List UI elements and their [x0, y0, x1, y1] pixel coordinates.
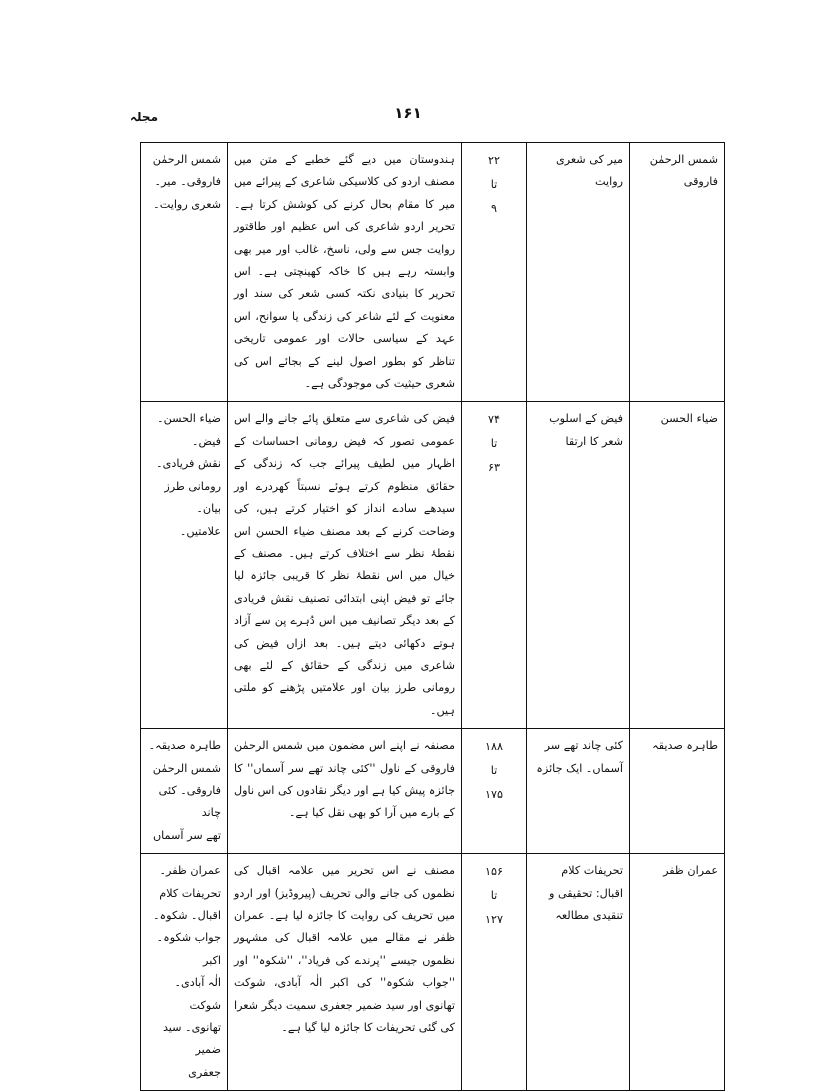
keywords-cell	[141, 402, 228, 729]
author-cell: عمران ظفر	[630, 854, 725, 1091]
keyword: فاروقی۔ میر۔	[154, 175, 221, 189]
summary-cell: ہندوستان میں دیے گئے خطبے کے متن میں مصنف اردو کی کلاسیکی شاعری کے پیرائے میں میر کا مقام بحال کرنے کی کوشش کرتا ہے۔ تحریر اردو شاعری کی اس عظیم اور طاقتور روایت جس سے ولی، ناسخ، غالب اور میر بھی وابستہ رہے ہیں کا خاکہ کھینچتی ہے۔ اس تحریر کا بنیادی نکتہ کسی شعر کی سند اور معنویت کے لئے شاعر کی زندگی یا سوانح، اس عہد کے سیاسی حالات اور عمومی تاریخی تناظر کو بطور اصول لینے کے بجائے اس کی شعری حیثیت کی موجودگی ہے۔	[228, 143, 462, 402]
keyword: فیض۔	[192, 434, 221, 448]
keyword: جواب شکوہ۔ اکبر	[156, 931, 221, 967]
keyword: اقبال۔ شکوہ۔	[153, 909, 221, 922]
keyword: تھانوی۔ سید ضمیر	[162, 1021, 221, 1057]
page-range-part: ۱۲۷	[484, 913, 504, 927]
keywords-cell	[141, 143, 228, 402]
author-cell: شمس الرحمٰن فاروقی	[630, 143, 725, 402]
keywords-cell	[141, 729, 228, 854]
table-body	[141, 143, 725, 1091]
keyword: شعری روایت۔	[153, 197, 221, 211]
keyword: علامتیں۔	[179, 524, 221, 538]
summary-cell: فیض کی شاعری سے متعلق پائے جانے والے اس عمومی تصور کہ فیض رومانی احساسات کے اظہار میں لطیف پیرائے جب کہ زندگی کے حقائق منظوم کرتے ہوئے نسبتاً کھردرے اور سیدھے سادے انداز کو اختیار کرتے ہیں، کی وضاحت کرنے کے بعد مصنف ضیاء الحسن اس نقطۂ نظر سے اختلاف کرتے ہیں۔ مصنف کے خیال میں اس نقطۂ نظر کا قریبی جائزہ لیا جائے تو فیض اپنی ابتدائی تصنیف نقش فریادی کے بعد دیگر تصانیف میں اس دُہرے پن سے آزاد ہوتے دکھائی دیتے ہیں۔ بعد ازاں فیض کی شاعری میں زندگی کے حقائق کے لئے بھی رومانی طرز بیان اور علامتیں پڑھنے کو ملتی ہیں۔	[228, 402, 462, 729]
summary-cell: مصنفہ نے اپنے اس مضمون میں شمس الرحمٰن فاروقی کے ناول ''کئی چاند تھے سر آسماں'' کا جائزہ پیش کیا ہے اور دیگر نقادوں کی اس ناول کے بارے میں آرا کو بھی نقل کیا ہے۔	[228, 729, 462, 854]
page-range-part: ۹	[490, 202, 497, 215]
article-title-cell: تحریفات کلام اقبال: تحقیقی و تنقیدی مطالعہ	[527, 854, 630, 1091]
page-range-part: تا	[490, 889, 498, 903]
running-head: مجلہ	[130, 110, 159, 124]
summary-cell: مصنف نے اس تحریر میں علامہ اقبال کی نظموں کی جانے والی تحریف (پیروڈیز) اور اردو میں تحریف کی روایت کا جائزہ لیا ہے۔ عمران ظفر نے مقالے میں علامہ اقبال کی مشہور نظموں جیسے ''پرندے کی فریاد''، ''شکوہ'' اور ''جواب شکوہ'' کی اکبر الٰہ آبادی، شوکت تھانوی اور سید ضمیر جعفری سمیت دیگر شعرا کی گئی تحریفات کا جائزہ لیا گیا ہے۔	[228, 854, 462, 1091]
page-range-cell	[462, 729, 527, 854]
page-range-part: تا	[490, 437, 498, 451]
table-row	[141, 854, 725, 1091]
article-title-cell: فیض کے اسلوب شعر کا ارتقا	[527, 402, 630, 729]
keyword: ضیاء الحسن۔	[157, 412, 221, 426]
keyword: فاروقی۔ کئی چاند	[158, 783, 221, 820]
page-range-part: ۷۴	[487, 413, 501, 427]
table-row	[141, 402, 725, 729]
article-title-cell: کئی چاند تھے سر آسماں۔ ایک جائزہ	[527, 729, 630, 854]
keyword: رومانی طرز بیان۔	[164, 479, 221, 516]
keyword: نقش فریادی۔	[156, 457, 221, 471]
page-range-part: ۱۷۵	[484, 788, 504, 802]
page-range-cell	[462, 854, 527, 1091]
page-range-part: ۶۳	[487, 461, 501, 475]
keywords-cell	[141, 854, 228, 1091]
page-range-part: تا	[490, 764, 498, 778]
table-row	[141, 729, 725, 854]
page-range-cell	[462, 143, 527, 402]
page-number: ۱۶۱	[394, 104, 422, 122]
keyword: طاہرہ صدیقہ۔	[148, 739, 221, 753]
article-index-table	[140, 142, 725, 1091]
page-range-cell	[462, 402, 527, 729]
keyword: تھے سر آسماں	[152, 828, 221, 842]
article-title-cell: میر کی شعری روایت	[527, 143, 630, 402]
keyword: عمران ظفر۔	[159, 864, 221, 878]
page-range-part: ۱۵۶	[484, 865, 504, 879]
page-range-part: ۱۸۸	[484, 740, 504, 754]
page-range-part: ۲۲	[487, 154, 501, 167]
table-row	[141, 143, 725, 402]
keyword: شمس الرحمٰن	[152, 761, 221, 775]
keyword: الٰہ آبادی۔ شوکت	[174, 976, 221, 1012]
author-cell: ضیاء الحسن	[630, 402, 725, 729]
keyword: شمس الرحمٰن	[152, 153, 221, 166]
author-cell: طاہرہ صدیقہ	[630, 729, 725, 854]
page-range-part: تا	[490, 178, 498, 191]
keyword: تحریفات کلام	[159, 886, 221, 900]
keyword: جعفری	[188, 1065, 221, 1079]
